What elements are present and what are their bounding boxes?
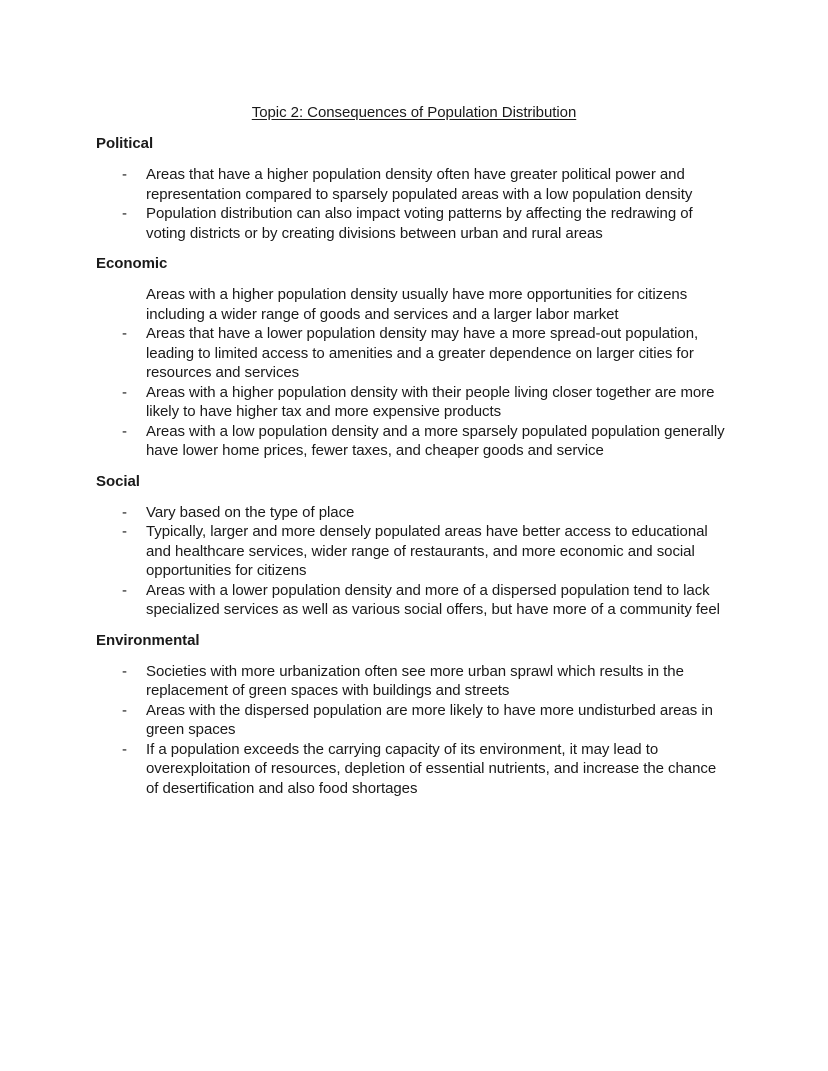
bullet-item bbox=[96, 662, 732, 701]
bullet-dash-marker: - bbox=[122, 383, 127, 401]
bullet-text: If a population exceeds the carrying capacity of its environment, it may lead to overexploitation of resources, depletion of essential nutrients, and increase the chance of desertification and also food shortages bbox=[146, 740, 717, 797]
document-sections bbox=[96, 134, 732, 798]
bullet-item bbox=[96, 701, 732, 740]
bullet-item bbox=[96, 522, 732, 581]
section-heading: Social bbox=[96, 472, 140, 490]
bullet-item bbox=[96, 204, 732, 243]
bullet-dash-marker: - bbox=[122, 740, 127, 758]
bullet-text: Areas that have a higher population density often have greater political power and representation compared to sparsely populated areas with a low population density bbox=[146, 166, 693, 203]
bullet-text: Areas with a higher population density usually have more opportunities for citizens including a wider range of goods and services and a larger labor market bbox=[146, 286, 688, 323]
bullet-dash-marker: - bbox=[122, 166, 127, 183]
bullet-text: Societies with more urbanization often see more urban sprawl which results in the replacement of green spaces with buildings and streets bbox=[146, 662, 684, 699]
section-environmental bbox=[96, 631, 732, 799]
bullet-dash-marker: - bbox=[122, 503, 127, 521]
bullet-item bbox=[96, 383, 732, 422]
bullet-text: Typically, larger and more densely populated areas have better access to educational and healthcare services, wider range of restaurants, and more economic and social opportunities for citizens bbox=[146, 523, 708, 579]
bullet-list bbox=[96, 285, 732, 461]
bullet-dash-marker: - bbox=[122, 325, 127, 342]
bullet-item bbox=[96, 581, 732, 620]
section-political bbox=[96, 134, 732, 243]
document-title: Topic 2: Consequences of Population Distribution bbox=[251, 104, 577, 121]
bullet-item bbox=[96, 165, 732, 204]
bullet-item bbox=[96, 422, 732, 461]
bullet-dash-marker: - bbox=[122, 205, 127, 222]
bullet-text: Areas that have a lower population density may have a more spread-out population, leading to limited access to amenities and a greater dependence on larger cities for resources and services bbox=[146, 325, 699, 381]
section-heading: Political bbox=[96, 135, 154, 152]
bullet-list bbox=[96, 662, 732, 799]
bullet-item bbox=[96, 503, 732, 523]
bullet-text: Vary based on the type of place bbox=[146, 503, 355, 521]
bullet-list bbox=[96, 503, 732, 620]
section-heading: Economic bbox=[96, 255, 168, 272]
bullet-dash-marker: - bbox=[122, 422, 127, 440]
bullet-text: Areas with a low population density and a more sparsely populated population generally have lower home prices, fewer taxes, and cheaper goods and service bbox=[146, 422, 725, 459]
bullet-dash-marker: - bbox=[122, 662, 127, 680]
bullet-item bbox=[96, 740, 732, 799]
section-social bbox=[96, 472, 732, 620]
bullet-text: Population distribution can also impact voting patterns by affecting the redrawing of voting districts or by creating divisions between urban and rural areas bbox=[146, 205, 693, 242]
bullet-list bbox=[96, 165, 732, 243]
bullet-item bbox=[96, 285, 732, 324]
bullet-text: Areas with a lower population density and more of a dispersed population tend to lack specialized services as well as various social offers, but have more of a community feel bbox=[146, 581, 720, 618]
bullet-dash-marker: - bbox=[122, 523, 127, 540]
bullet-dash-marker: - bbox=[122, 581, 127, 599]
bullet-dash-marker: - bbox=[122, 701, 127, 719]
bullet-text: Areas with a higher population density with their people living closer together are more likely to have higher tax and more expensive products bbox=[146, 383, 715, 420]
bullet-dash-marker bbox=[122, 285, 146, 324]
section-economic bbox=[96, 254, 732, 461]
bullet-text: Areas with the dispersed population are more likely to have more undisturbed areas in green spaces bbox=[146, 701, 713, 738]
bullet-item bbox=[96, 324, 732, 383]
section-heading: Environmental bbox=[96, 631, 200, 649]
